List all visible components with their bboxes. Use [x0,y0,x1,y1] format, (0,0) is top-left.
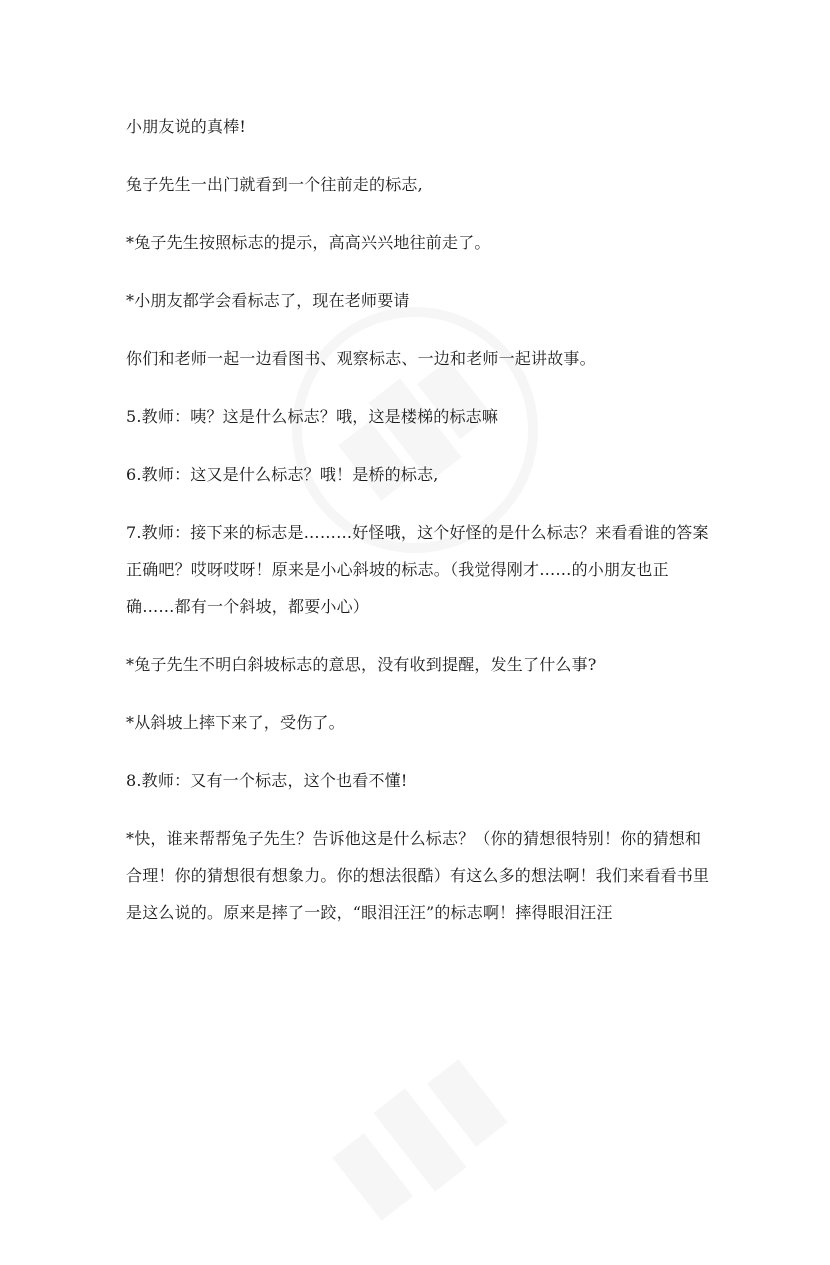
paragraph-step-6: 6.教师：这又是什么标志？哦！是桥的标志, [126,465,439,484]
document-body [126,108,716,931]
paragraph-slope-question: *兔子先生不明白斜坡标志的意思，没有收到提醒，发生了什么事? [126,655,597,674]
paragraph-step-7: 7.教师：接下来的标志是………好怪哦，这个好怪的是什么标志？来看看谁的答案正确吧？哎呀哎呀！原来是小心斜坡的标志。（我觉得刚才……的小朋友也正确……都有一个斜坡，都要小心） [126,523,709,616]
paragraph-rabbit-sees-sign: 兔子先生一出门就看到一个往前走的标志, [126,175,423,194]
watermark-logo-bottom-icon [292,1015,548,1264]
paragraph-help-rabbit: *快，谁来帮帮兔子先生？告诉他这是什么标志？（你的猜想很特别！你的猜想和合理！你的猜想很有想象力。你的想法很酷）有这么多的想法啊！我们来看看书里是这么说的。原来是摔了一跤，“眼泪汪汪”的标志啊！摔得眼泪汪汪 [126,829,710,922]
paragraph-kids-learned: *小朋友都学会看标志了，现在老师要请 [126,291,410,310]
paragraph-read-together: 你们和老师一起一边看图书、观察标志、一边和老师一起讲故事。 [126,349,596,368]
paragraph-step-8: 8.教师：又有一个标志，这个也看不懂! [126,771,408,790]
paragraph-praise: 小朋友说的真棒! [126,117,247,136]
paragraph-rabbit-goes-forward: *兔子先生按照标志的提示，高高兴兴地往前走了。 [126,233,491,252]
paragraph-step-5: 5.教师：咦？这是什么标志？哦，这是楼梯的标志嘛 [126,407,499,426]
paragraph-fell-down: *从斜坡上摔下来了，受伤了。 [126,713,345,732]
